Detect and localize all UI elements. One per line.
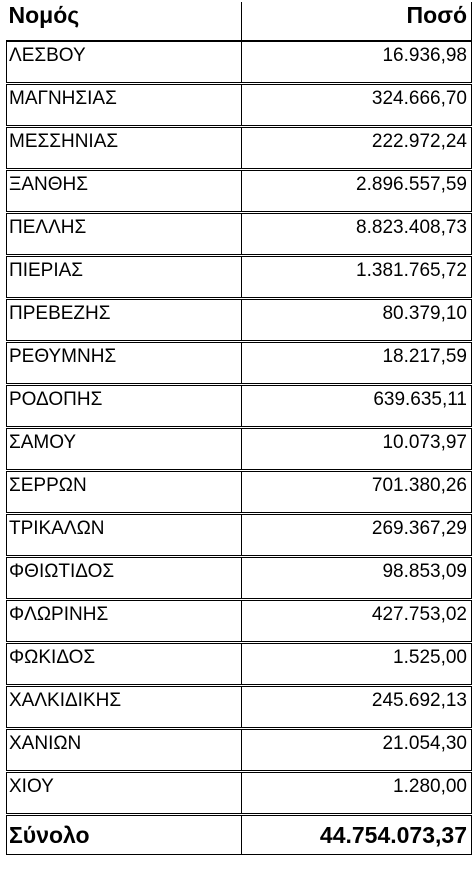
total-label: Σύνολο: [7, 815, 242, 855]
prefecture-name-cell: ΦΘΙΩΤΙΔΟΣ: [7, 557, 242, 600]
prefecture-name-cell: ΤΡΙΚΑΛΩΝ: [7, 514, 242, 557]
prefecture-name-cell: ΜΑΓΝΗΣΙΑΣ: [7, 84, 242, 127]
amount-cell: 10.073,97: [242, 428, 472, 471]
amount-cell: 701.380,26: [242, 471, 472, 514]
amount-cell: 1.280,00: [242, 772, 472, 815]
prefecture-name-cell: ΡΟΔΟΠΗΣ: [7, 385, 242, 428]
table-row: [7, 41, 472, 84]
amount-cell: 21.054,30: [242, 729, 472, 772]
total-amount: 44.754.073,37: [242, 815, 472, 855]
amount-cell: 324.666,70: [242, 84, 472, 127]
table-row: [7, 428, 472, 471]
prefecture-name-cell: ΞΑΝΘΗΣ: [7, 170, 242, 213]
table-row: [7, 643, 472, 686]
amount-cell: 2.896.557,59: [242, 170, 472, 213]
column-header-amount: Ποσό: [242, 2, 472, 41]
amount-cell: 8.823.408,73: [242, 213, 472, 256]
table-row: [7, 127, 472, 170]
table-row: [7, 686, 472, 729]
prefecture-name-cell: ΠΡΕΒΕΖΗΣ: [7, 299, 242, 342]
table-row: [7, 772, 472, 815]
prefecture-name-cell: ΦΩΚΙΔΟΣ: [7, 643, 242, 686]
amount-cell: 16.936,98: [242, 41, 472, 84]
header-row: [7, 2, 472, 41]
total-row: [7, 815, 472, 855]
prefecture-name-cell: ΠΕΛΛΗΣ: [7, 213, 242, 256]
amount-cell: 1.525,00: [242, 643, 472, 686]
table-row: [7, 84, 472, 127]
prefecture-name-cell: ΛΕΣΒΟΥ: [7, 41, 242, 84]
table-row: [7, 299, 472, 342]
prefecture-name-cell: ΦΛΩΡΙΝΗΣ: [7, 600, 242, 643]
amount-cell: 98.853,09: [242, 557, 472, 600]
table-row: [7, 471, 472, 514]
prefecture-name-cell: ΧΑΛΚΙΔΙΚΗΣ: [7, 686, 242, 729]
table-row: [7, 256, 472, 299]
column-header-prefecture: Νομός: [7, 2, 242, 41]
amount-cell: 639.635,11: [242, 385, 472, 428]
prefecture-name-cell: ΜΕΣΣΗΝΙΑΣ: [7, 127, 242, 170]
amount-cell: 245.692,13: [242, 686, 472, 729]
amount-cell: 80.379,10: [242, 299, 472, 342]
table-row: [7, 557, 472, 600]
prefecture-name-cell: ΠΙΕΡΙΑΣ: [7, 256, 242, 299]
table-row: [7, 213, 472, 256]
prefecture-name-cell: ΧΑΝΙΩΝ: [7, 729, 242, 772]
prefecture-name-cell: ΧΙΟΥ: [7, 772, 242, 815]
table-row: [7, 385, 472, 428]
table-row: [7, 514, 472, 557]
prefecture-name-cell: ΣΑΜΟΥ: [7, 428, 242, 471]
table-row: [7, 600, 472, 643]
amount-cell: 269.367,29: [242, 514, 472, 557]
table-header: [7, 2, 472, 41]
amount-cell: 18.217,59: [242, 342, 472, 385]
amount-cell: 427.753,02: [242, 600, 472, 643]
prefecture-name-cell: ΣΕΡΡΩΝ: [7, 471, 242, 514]
prefecture-amounts-table: [6, 2, 472, 855]
table-row: [7, 342, 472, 385]
amount-cell: 222.972,24: [242, 127, 472, 170]
table-body: [7, 41, 472, 815]
amount-cell: 1.381.765,72: [242, 256, 472, 299]
table-footer: [7, 815, 472, 855]
prefecture-name-cell: ΡΕΘΥΜΝΗΣ: [7, 342, 242, 385]
table-row: [7, 729, 472, 772]
table-row: [7, 170, 472, 213]
